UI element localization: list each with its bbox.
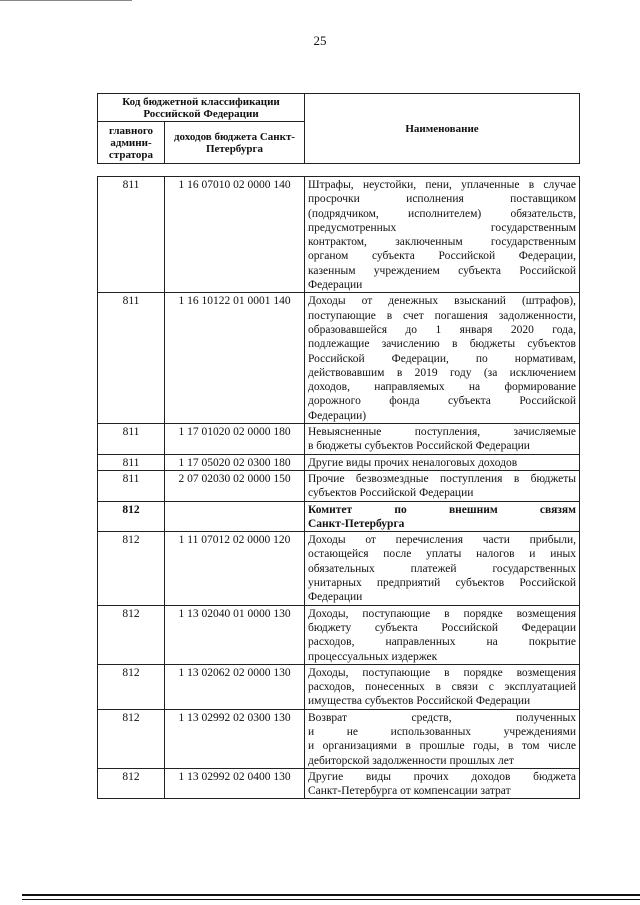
page-number: 25 [313,33,327,48]
name-line: Доходы от денежных взысканий (штрафов), [308,295,576,308]
admin-code-cell: 812 [98,532,165,605]
name-line: и не использованных учреждениями [308,725,576,738]
admin-code-cell: 811 [98,293,165,424]
name-line: субъектов Российской Федерации [308,487,474,500]
budget-code-cell: 1 17 01020 02 0000 180 [165,424,305,455]
name-line: обязательных платежей государственных [308,562,576,575]
table-row [98,532,580,605]
name-line: доходов, направляемых на формирование [308,381,576,394]
name-line: Невыясненные поступления, зачисляемые [308,426,576,439]
name-line: Федерации [308,591,363,604]
name-line: казенным учреждением субъекта Российской [308,264,576,277]
name-line: Доходы от перечисления части прибыли, [308,534,576,547]
name-line: Прочие безвозмездные поступления в бюджеты [308,472,576,485]
admin-code-cell: 811 [98,470,165,501]
table-row [98,664,580,709]
name-line: остающейся после уплаты налогов и иных [308,548,576,561]
table-row [98,454,580,470]
name-cell [305,454,580,470]
revenue-classification-table [97,176,580,799]
name-line: Другие виды прочих неналоговых доходов [308,456,518,469]
name-line: бюджету субъекта Российской Федерации [308,621,576,634]
admin-code-cell: 812 [98,768,165,799]
name-line: поступающие в счет погашения задолженности, [308,309,576,322]
name-line: подлежащие зачислению в бюджеты субъектов [308,338,576,351]
top-border-mark [0,0,132,1]
budget-code-cell [165,501,305,532]
budget-code-cell: 2 07 02030 02 0000 150 [165,470,305,501]
name-line: Федерации) [308,409,367,422]
name-line: расходов, направленных на покрытие [308,636,576,649]
name-line: процессуальных издержек [308,650,438,663]
budget-code-cell: 1 16 07010 02 0000 140 [165,177,305,293]
admin-code-cell: 812 [98,664,165,709]
table-row [98,768,580,799]
name-line: Санкт-Петербурга от компенсации затрат [308,785,511,798]
name-line: предусмотренных государственным [308,221,576,234]
name-cell [305,605,580,664]
budget-code-column-header: доходов бюджета Санкт-Петербурга [165,122,305,164]
table-row [98,177,580,293]
name-line: Другие виды прочих доходов бюджета [308,770,576,783]
name-line: расходов, понесенных в связи с эксплуатацией [308,681,576,694]
budget-code-cell: 1 13 02992 02 0300 130 [165,709,305,768]
name-cell [305,664,580,709]
bottom-rule [22,894,640,896]
name-cell [305,768,580,799]
budget-code-cell: 1 16 10122 01 0001 140 [165,293,305,424]
name-line: и организациями в прошлые годы, в том числе [308,740,576,753]
name-line: Федерации [308,279,363,292]
admin-code-column-header: главного админи-стратора [98,122,165,164]
name-column-header: Наименование [305,94,580,164]
budget-code-cell: 1 13 02992 02 0400 130 [165,768,305,799]
name-line: в бюджеты субъектов Российской Федерации [308,440,530,453]
table-body [98,177,580,799]
name-line: органом субъекта Российской Федерации, [308,250,576,263]
name-line: Штрафы, неустойки, пени, уплаченные в случае [308,179,576,191]
name-cell [305,709,580,768]
table-row [98,293,580,424]
budget-code-cell: 1 13 02040 01 0000 130 [165,605,305,664]
budget-code-cell: 1 11 07012 02 0000 120 [165,532,305,605]
name-line: Санкт-Петербурга [308,517,405,530]
budget-code-cell: 1 17 05020 02 0300 180 [165,454,305,470]
admin-code-cell: 811 [98,424,165,455]
name-cell [305,424,580,455]
admin-code-cell: 811 [98,177,165,293]
name-cell [305,470,580,501]
name-line: дебиторской задолженности прошлых лет [308,754,514,767]
table-row [98,501,580,532]
name-line: Доходы, поступающие в порядке возмещения [308,607,576,620]
name-line: Доходы, поступающие в порядке возмещения [308,666,576,679]
name-line: контрактом, заключенным государственным [308,236,576,249]
name-line: просрочки исполнения поставщиком [308,193,576,206]
name-cell [305,293,580,424]
name-line: дорожного фонда субъекта Российской [308,395,576,408]
table-row [98,605,580,664]
name-line: унитарных предприятий субъектов Российской [308,577,576,590]
name-line: действовавшим в 2019 году (за исключением [308,366,576,379]
name-cell [305,501,580,532]
bottom-rule-thin [22,899,640,900]
name-cell [305,177,580,293]
name-line: образовавшейся до 1 января 2020 года, [308,323,576,336]
admin-code-cell: 812 [98,501,165,532]
name-line: имущества субъектов Российской Федерации [308,695,531,708]
admin-code-cell: 812 [98,709,165,768]
name-line: Возврат средств, полученных [308,711,576,724]
name-line: (подрядчиком, исполнителем) обязательств, [308,207,576,220]
admin-code-cell: 811 [98,454,165,470]
table-row [98,470,580,501]
budget-code-cell: 1 13 02062 02 0000 130 [165,664,305,709]
name-line: Российской Федерации, по нормативам, [308,352,576,365]
admin-code-cell: 812 [98,605,165,664]
name-line: Комитет по внешним связям [308,503,576,516]
classification-header-table [97,93,580,164]
name-cell [305,532,580,605]
budget-classification-group-header: Код бюджетной классификации Российской Федерации [98,94,305,122]
table-row [98,709,580,768]
table-row [98,424,580,455]
